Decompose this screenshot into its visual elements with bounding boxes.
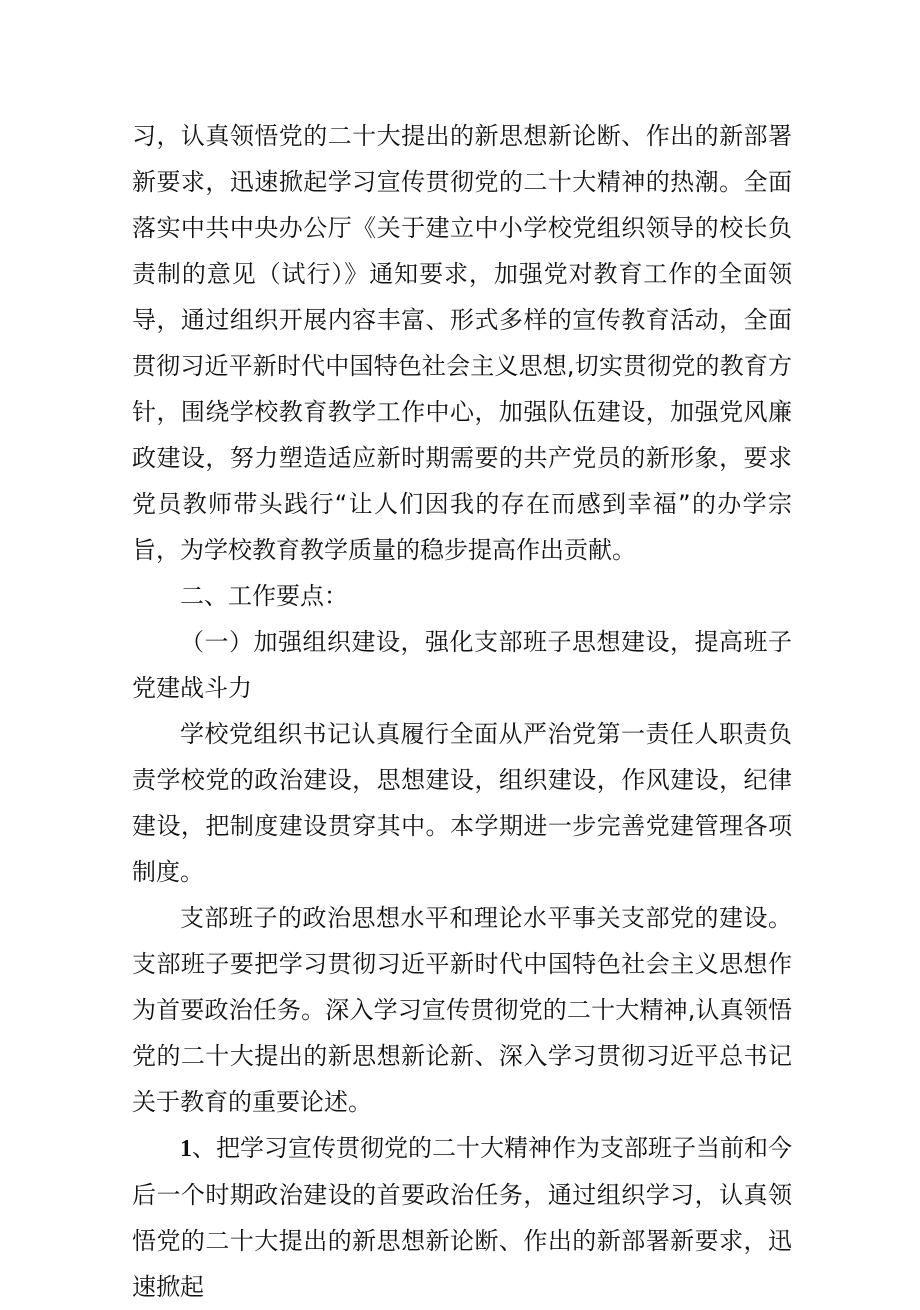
- paragraph-intro-continued: 习，认真领悟党的二十大提出的新思想新论断、作出的新部署新要求，迅速掀起学习宣传贯彻党的二十大精神的热潮。全面落实中共中央办公厅《关于建立中小学校党组织领导的校长负责制的意见（试行）》通知要求，加强党对教育工作的全面领导，通过组织开展内容丰富、形式多样的宣传教育活动，全面贯彻习近平新时代中国特色社会主义思想,切实贯彻党的教育方针，围绕学校教育教学工作中心，加强队伍建设，加强党风廉政建设，努力塑造适应新时期需要的共产党员的新形象，要求党员教师带头践行“让人们因我的存在而感到幸福”的办学宗旨，为学校教育教学质量的稳步提高作出贡献。: [132, 122, 792, 564]
- item-number: 1: [180, 1136, 192, 1162]
- section-heading-work-points: 二、工作要点：: [180, 582, 348, 610]
- numbered-item-1: [132, 1125, 792, 1310]
- paragraph-secretary-responsibility: 学校党组织书记认真履行全面从严治党第一责任人职责负责学校党的政治建设，思想建设，组织建设，作风建设，纪律建设，把制度建设贯穿其中。本学期进一步完善党建管理各项制度。: [132, 720, 792, 886]
- subsection-heading-organization: （一）加强组织建设，强化支部班子思想建设，提高班子党建战斗力: [132, 628, 792, 702]
- document-body: [132, 113, 792, 1310]
- paragraph-branch-team-study: 支部班子的政治思想水平和理论水平事关支部党的建设。支部班子要把学习贯彻习近平新时代中国特色社会主义思想作为首要政治任务。深入学习宣传贯彻党的二十大精神,认真领悟党的二十大提出的新思想新论新、深入学习贯彻习近平总书记关于教育的重要论述。: [132, 904, 792, 1116]
- item-text: 、把学习宣传贯彻党的二十大精神作为支部班子当前和今后一个时期政治建设的首要政治任务，通过组织学习，认真领悟党的二十大提出的新思想新论断、作出的新部署新要求，迅速掀起: [132, 1134, 792, 1301]
